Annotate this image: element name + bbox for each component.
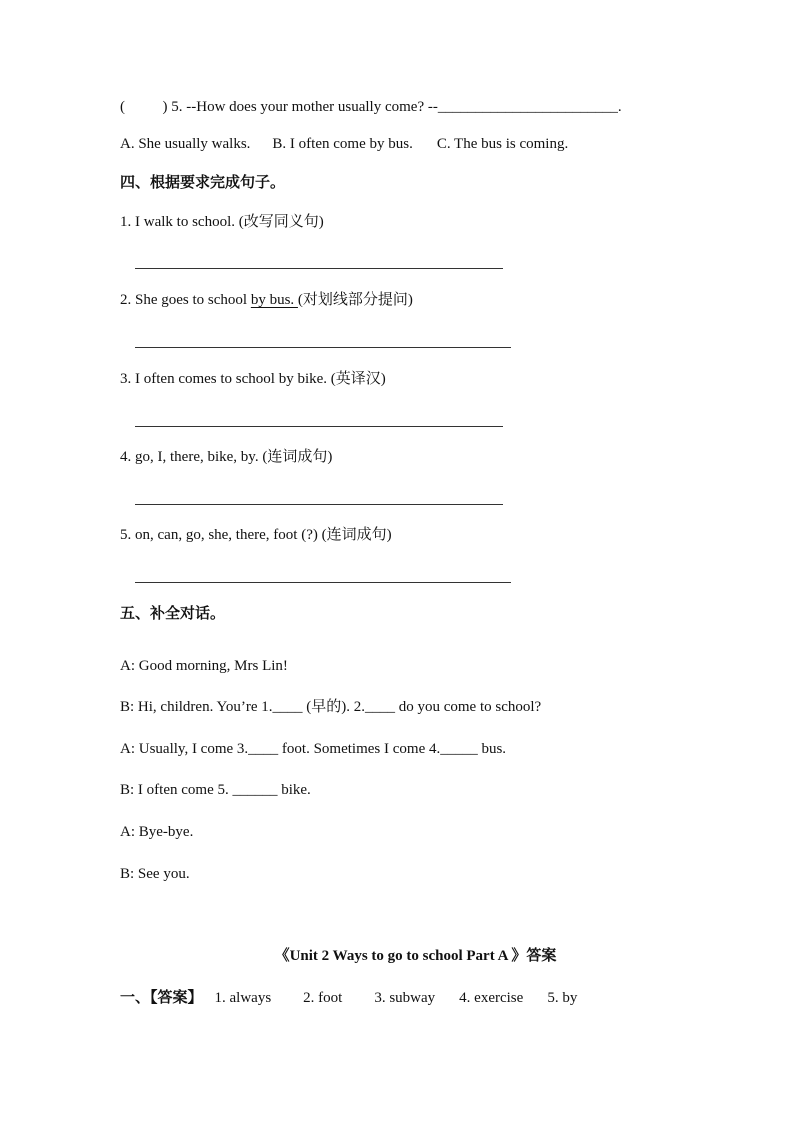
answers-row xyxy=(120,988,577,1008)
answer-item-2: 2. foot xyxy=(303,990,343,1006)
section-4-item-5: 5. on, can, go, she, there, foot (?) (连词成句) xyxy=(120,527,392,543)
answers-title: 《Unit 2 Ways to go to school Part A 》答案 xyxy=(274,948,557,964)
section-4-heading: 四、根据要求完成句子。 xyxy=(120,175,286,191)
answer-item-5: 5. by xyxy=(547,990,578,1006)
answer-item-4: 4. exercise xyxy=(459,990,524,1006)
section-5-heading: 五、补全对话。 xyxy=(120,606,226,622)
question-5 xyxy=(120,97,622,117)
answer-item-1: 1. always xyxy=(214,990,272,1006)
answer-line-4[interactable] xyxy=(135,504,503,505)
dialogue-line: A: Good morning, Mrs Lin! xyxy=(120,658,288,674)
answer-line-5[interactable] xyxy=(135,582,511,583)
option-a: A. She usually walks. xyxy=(120,136,251,152)
dialogue-line: B: See you. xyxy=(120,866,190,882)
section-4-item-4: 4. go, I, there, bike, by. (连词成句) xyxy=(120,449,333,465)
section-4-item-3: 3. I often comes to school by bike. (英译汉) xyxy=(120,371,386,387)
option-c: C. The bus is coming. xyxy=(436,136,569,152)
answer-line-1[interactable] xyxy=(135,268,503,269)
option-b: B. I often come by bus. xyxy=(272,136,413,152)
item-2-post: (对划线部分提问) xyxy=(297,292,413,308)
item-2-underlined: by bus. xyxy=(250,292,298,308)
answers-label: 一、【答案】 xyxy=(120,990,203,1006)
answer-bracket: ( ) xyxy=(120,99,168,115)
section-4-item-1: 1. I walk to school. (改写同义句) xyxy=(120,214,324,230)
dialogue-line: B: I often come 5. ______ bike. xyxy=(120,782,311,798)
answer-line-3[interactable] xyxy=(135,426,503,427)
item-2-pre: 2. She goes to school xyxy=(120,292,251,308)
dialogue-line: A: Usually, I come 3.____ foot. Sometimes I come 4._____ bus. xyxy=(120,741,507,757)
answer-item-3: 3. subway xyxy=(374,990,436,1006)
dialogue-line: B: Hi, children. You’re 1.____ (早的). 2.____ do you come to school? xyxy=(120,699,542,715)
question-5-options xyxy=(120,134,568,154)
answer-line-2[interactable] xyxy=(135,347,511,348)
section-4-item-2 xyxy=(120,290,413,310)
question-stem: 5. --How does your mother usually come? --________________________. xyxy=(167,99,622,115)
dialogue-line: A: Bye-bye. xyxy=(120,824,194,840)
